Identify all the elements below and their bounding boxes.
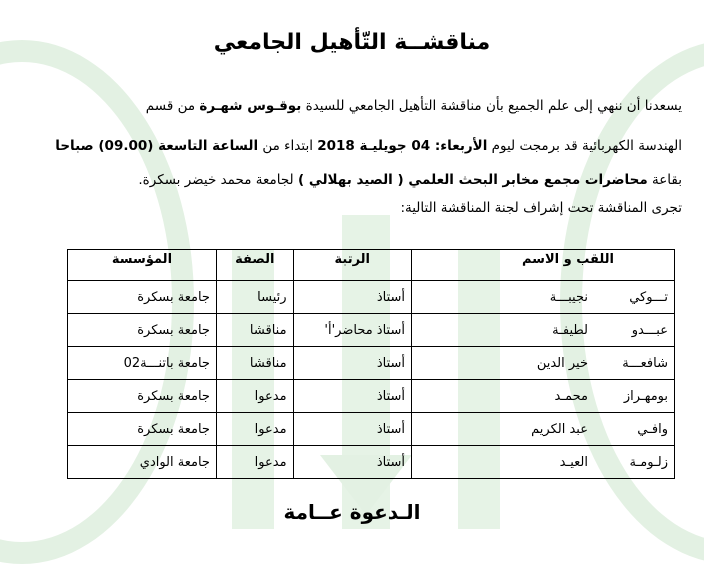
intro-line-1-suffix: من قسم <box>145 98 200 114</box>
committee-table <box>67 249 675 479</box>
cell-name <box>412 347 675 380</box>
candidate-name: بوقـوس شهـرة <box>199 98 302 114</box>
table-row <box>68 380 675 413</box>
header-name: اللقب و الاسم <box>412 250 675 281</box>
cell-rank: أستاذ محاضر'أ' <box>293 314 411 347</box>
header-role: الصفة <box>216 250 293 281</box>
page-title: مناقشــة التّأهيل الجامعي <box>213 30 491 55</box>
table-row <box>68 314 675 347</box>
intro-line-3 <box>12 172 682 188</box>
cell-role: مناقشا <box>216 314 293 347</box>
table-row <box>68 413 675 446</box>
table-row <box>68 446 675 479</box>
cell-rank: أستاذ <box>293 413 411 446</box>
cell-institution: جامعة بسكرة <box>68 380 217 413</box>
intro-line-1 <box>12 98 682 114</box>
cell-role: رئيسا <box>216 281 293 314</box>
cell-role: مدعوا <box>216 380 293 413</box>
intro-line-2-mid: ابتداء من <box>258 138 318 154</box>
cell-last-name: بومهـراز <box>623 388 668 404</box>
intro-line-3-text: بقاعة <box>647 172 682 188</box>
cell-role: مدعوا <box>216 413 293 446</box>
table-row <box>68 281 675 314</box>
cell-last-name: تـــوكي <box>629 289 668 305</box>
cell-institution: جامعة باتنـــة02 <box>68 347 217 380</box>
defense-date: الأربعاء: 04 جويليـة 2018 <box>317 138 488 154</box>
cell-name <box>412 413 675 446</box>
cell-institution: جامعة بسكرة <box>68 413 217 446</box>
cell-first-name: محمـد <box>554 388 588 404</box>
cell-last-name: وافـي <box>637 421 668 437</box>
defense-time: الساعة التاسعة (09.00) صباحا <box>55 138 259 154</box>
cell-institution: جامعة بسكرة <box>68 281 217 314</box>
cell-name <box>412 380 675 413</box>
cell-last-name: شافعـــة <box>622 355 668 371</box>
cell-name <box>412 446 675 479</box>
cell-first-name: نجيبـــة <box>549 289 588 305</box>
intro-line-1-text: يسعدنا أن ننهي إلى علم الجميع بأن مناقشة التأهيل الجامعي للسيدة <box>301 98 682 114</box>
cell-first-name: خير الدين <box>536 355 588 371</box>
cell-role: مناقشا <box>216 347 293 380</box>
header-rank: الرتبة <box>293 250 411 281</box>
cell-last-name: زلـومـة <box>629 454 668 470</box>
closing-line: الـدعوة عــامة <box>283 500 421 524</box>
intro-line-4: تجرى المناقشة تحت إشراف لجنة المناقشة التالية: <box>400 200 682 216</box>
cell-rank: أستاذ <box>293 380 411 413</box>
cell-rank: أستاذ <box>293 446 411 479</box>
cell-first-name: لطيفـة <box>552 322 588 338</box>
intro-line-2 <box>12 138 682 154</box>
intro-line-2-text: الهندسة الكهربائية قد برمجت ليوم <box>487 138 682 154</box>
table-row <box>68 347 675 380</box>
cell-name <box>412 314 675 347</box>
cell-first-name: عبد الكريم <box>531 421 588 437</box>
cell-last-name: عبـــدو <box>631 322 668 338</box>
cell-rank: أستاذ <box>293 347 411 380</box>
header-institution: المؤسسة <box>68 250 217 281</box>
intro-line-3-suffix: لجامعة محمد خيضر بسكرة. <box>138 172 298 188</box>
cell-rank: أستاذ <box>293 281 411 314</box>
cell-first-name: العيـد <box>559 454 588 470</box>
cell-institution: جامعة بسكرة <box>68 314 217 347</box>
cell-name <box>412 281 675 314</box>
defense-venue: محاضرات مجمع مخابر البحث العلمي ( الصيد بهلالي ) <box>297 172 648 188</box>
cell-institution: جامعة الوادي <box>68 446 217 479</box>
cell-role: مدعوا <box>216 446 293 479</box>
table-header-row <box>68 250 675 281</box>
